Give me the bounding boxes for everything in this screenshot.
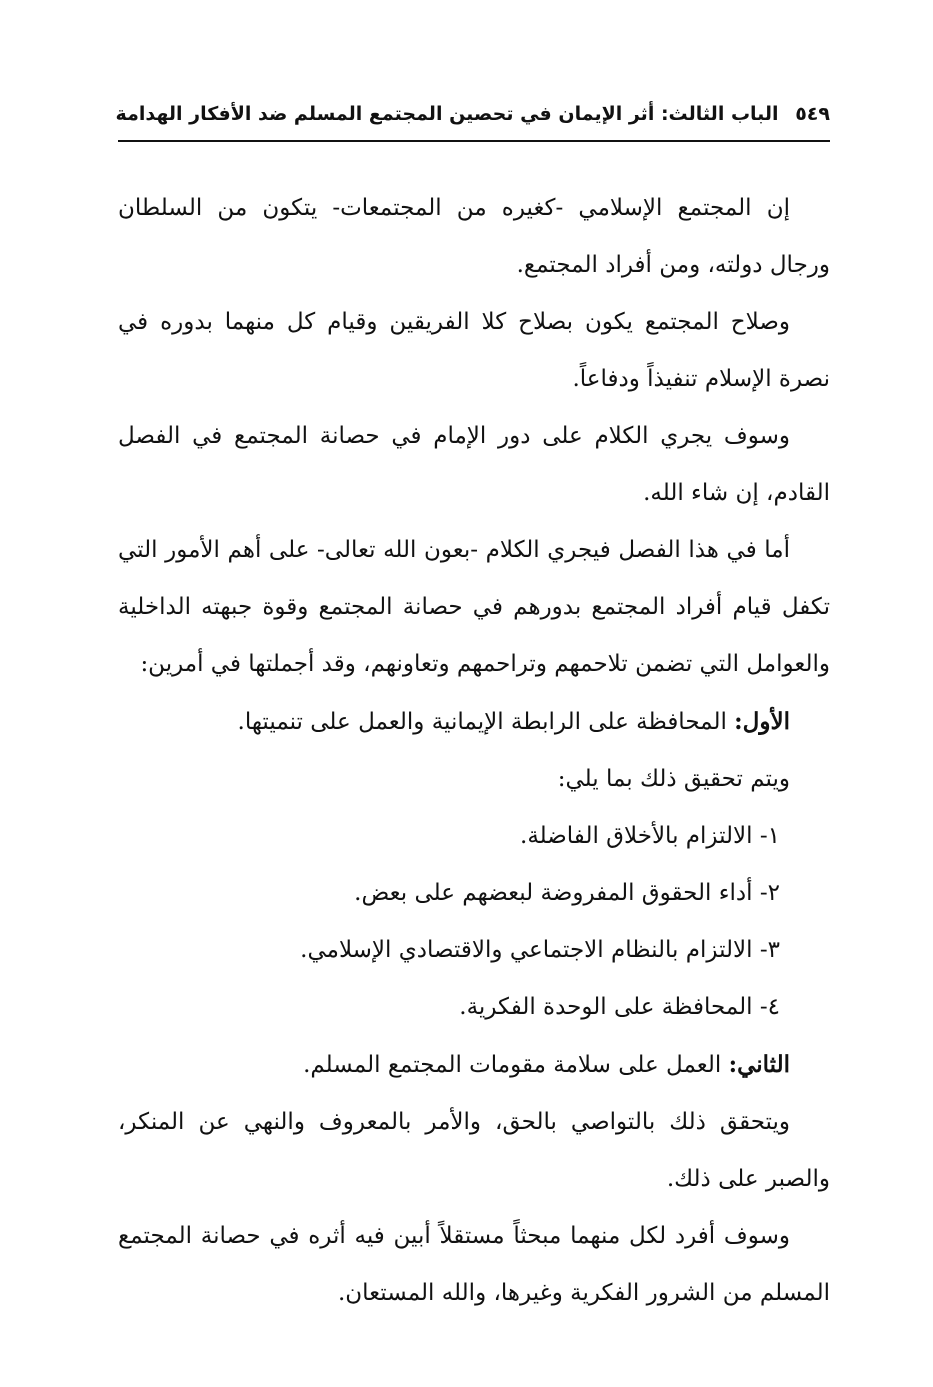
list-item: ٤- المحافظة على الوحدة الفكرية. (459, 994, 780, 1020)
paragraph: وسوف أفرد لكل منهما مبحثاً مستقلاً أبين فيه أثره في حصانة المجتمع المسلم من الشرور الفكرية وغيرها، والله المستعان. (118, 1223, 830, 1306)
page-number: ٥٤٩ (795, 103, 830, 125)
first-point (118, 693, 830, 751)
paragraph: ويتحقق ذلك بالتواصي بالحق، والأمر بالمعروف والنهي عن المنكر، والصبر على ذلك. (118, 1109, 830, 1192)
list-item: ٣- الالتزام بالنظام الاجتماعي والاقتصادي الإسلامي. (300, 937, 780, 963)
second-point (118, 1036, 830, 1094)
list-item: ٢- أداء الحقوق المفروضة لبعضهم على بعض. (354, 880, 780, 906)
paragraph: إن المجتمع الإسلامي -كغيره من المجتمعات- يتكون من السلطان ورجال دولته، ومن أفراد المجتمع. (118, 195, 830, 278)
first-point-text: المحافظة على الرابطة الإيمانية والعمل على تنميتها. (237, 709, 735, 735)
paragraph: وسوف يجري الكلام على دور الإمام في حصانة المجتمع في الفصل القادم، إن شاء الله. (118, 423, 830, 506)
achieved-by-line: ويتم تحقيق ذلك بما يلي: (557, 766, 790, 792)
paragraph: أما في هذا الفصل فيجري الكلام -بعون الله تعالى- على أهم الأمور التي تكفل قيام أفراد المجتمع بدورهم في حصانة المجتمع وقوة جبهته الداخلية والعوامل التي تضمن تلاحمهم وتراحمهم وتعاونهم، وقد أجملتها في أمرين: (118, 537, 830, 677)
second-point-label: الثاني: (728, 1051, 790, 1078)
list-item: ١- الالتزام بالأخلاق الفاضلة. (520, 823, 780, 849)
header-divider (118, 140, 830, 142)
first-point-label: الأول: (734, 708, 790, 735)
second-point-text: العمل على سلامة مقومات المجتمع المسلم. (303, 1052, 729, 1078)
page-body (118, 180, 830, 1322)
chapter-title: الباب الثالث: أثر الإيمان في تحصين المجتمع المسلم ضد الأفكار الهدامة (115, 103, 779, 125)
paragraph: وصلاح المجتمع يكون بصلاح كلا الفريقين وقيام كل منهما بدوره في نصرة الإسلام تنفيذاً ودفاعاً. (118, 309, 830, 392)
running-header (115, 94, 830, 134)
